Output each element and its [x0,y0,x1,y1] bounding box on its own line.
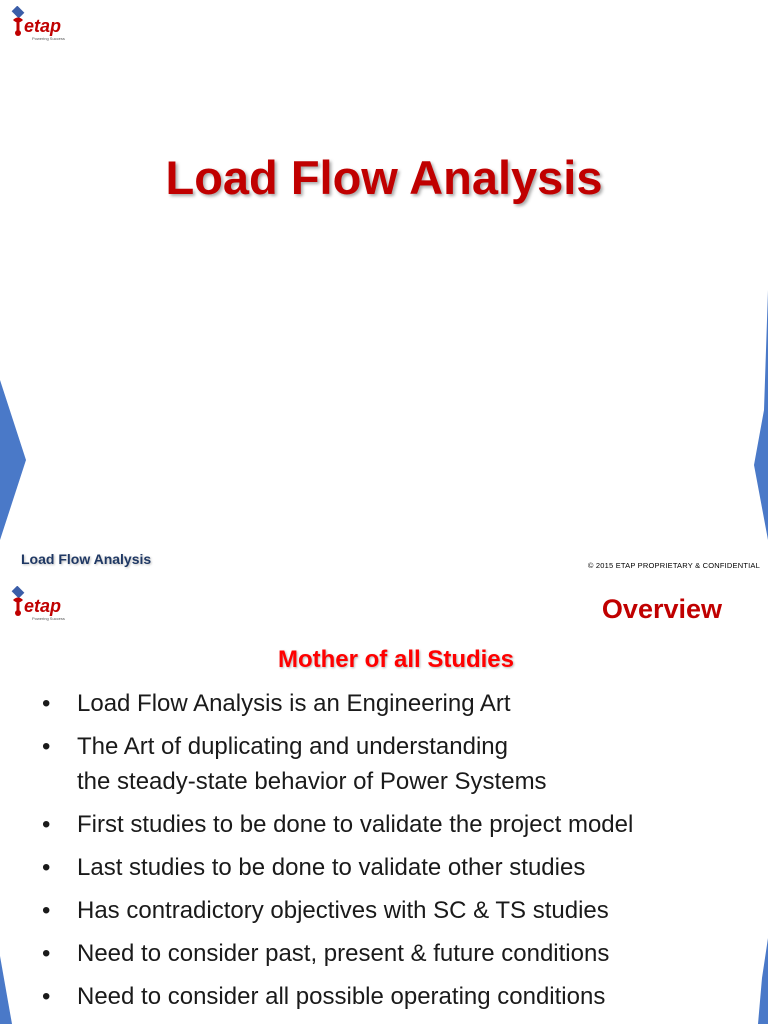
svg-text:Powering Success: Powering Success [32,616,65,621]
overview-slide [0,578,768,1024]
bullet-text: Has contradictory objectives with SC & TS studies [77,897,609,924]
bullet-text: Need to consider all possible operating conditions [77,983,606,1010]
bullet-text: Last studies to be done to validate other studies [77,854,586,881]
slide-heading: Overview [601,594,722,624]
footer-copyright: © 2015 ETAP PROPRIETARY & CONFIDENTIAL [587,561,760,570]
bullet-item [42,936,762,971]
right-blue-chevron [738,290,768,540]
bullet-dot-icon: • [42,690,51,717]
svg-text:Powering Success: Powering Success [32,36,65,41]
etap-logo-icon [10,6,76,44]
bullet-text: the steady-state behavior of Power Systems [77,768,547,795]
bullet-dot-icon: • [42,733,51,760]
etap-logo-icon [10,586,76,624]
left-blue-chevron [0,380,30,540]
bullet-dot-icon: • [42,811,51,838]
bullet-item [42,979,762,1014]
bullet-dot-icon: • [42,940,51,967]
bullet-text: Load Flow Analysis is an Engineering Art [77,690,511,717]
bullet-text: Need to consider past, present & future conditions [77,940,610,967]
etap-logo [10,6,76,44]
svg-text:etap: etap [24,596,62,616]
bullet-list [42,686,762,1022]
bullet-item [42,850,762,885]
left-blue-chevron [0,956,16,1024]
etap-logo [10,586,76,624]
svg-text:etap: etap [24,16,62,36]
bullet-dot-icon: • [42,897,51,924]
bullet-item [42,729,762,799]
slide-subtitle: Mother of all Studies [277,646,514,673]
footer-title: Load Flow Analysis [21,551,152,567]
slide-title: Load Flow Analysis [165,151,603,204]
bullet-item [42,686,762,721]
bullet-dot-icon: • [42,983,51,1010]
bullet-text: First studies to be done to validate the project model [77,811,634,838]
bullet-item [42,807,762,842]
bullet-dot-icon: • [42,854,51,881]
bullet-text: The Art of duplicating and understanding [77,733,508,760]
bullet-item [42,893,762,928]
